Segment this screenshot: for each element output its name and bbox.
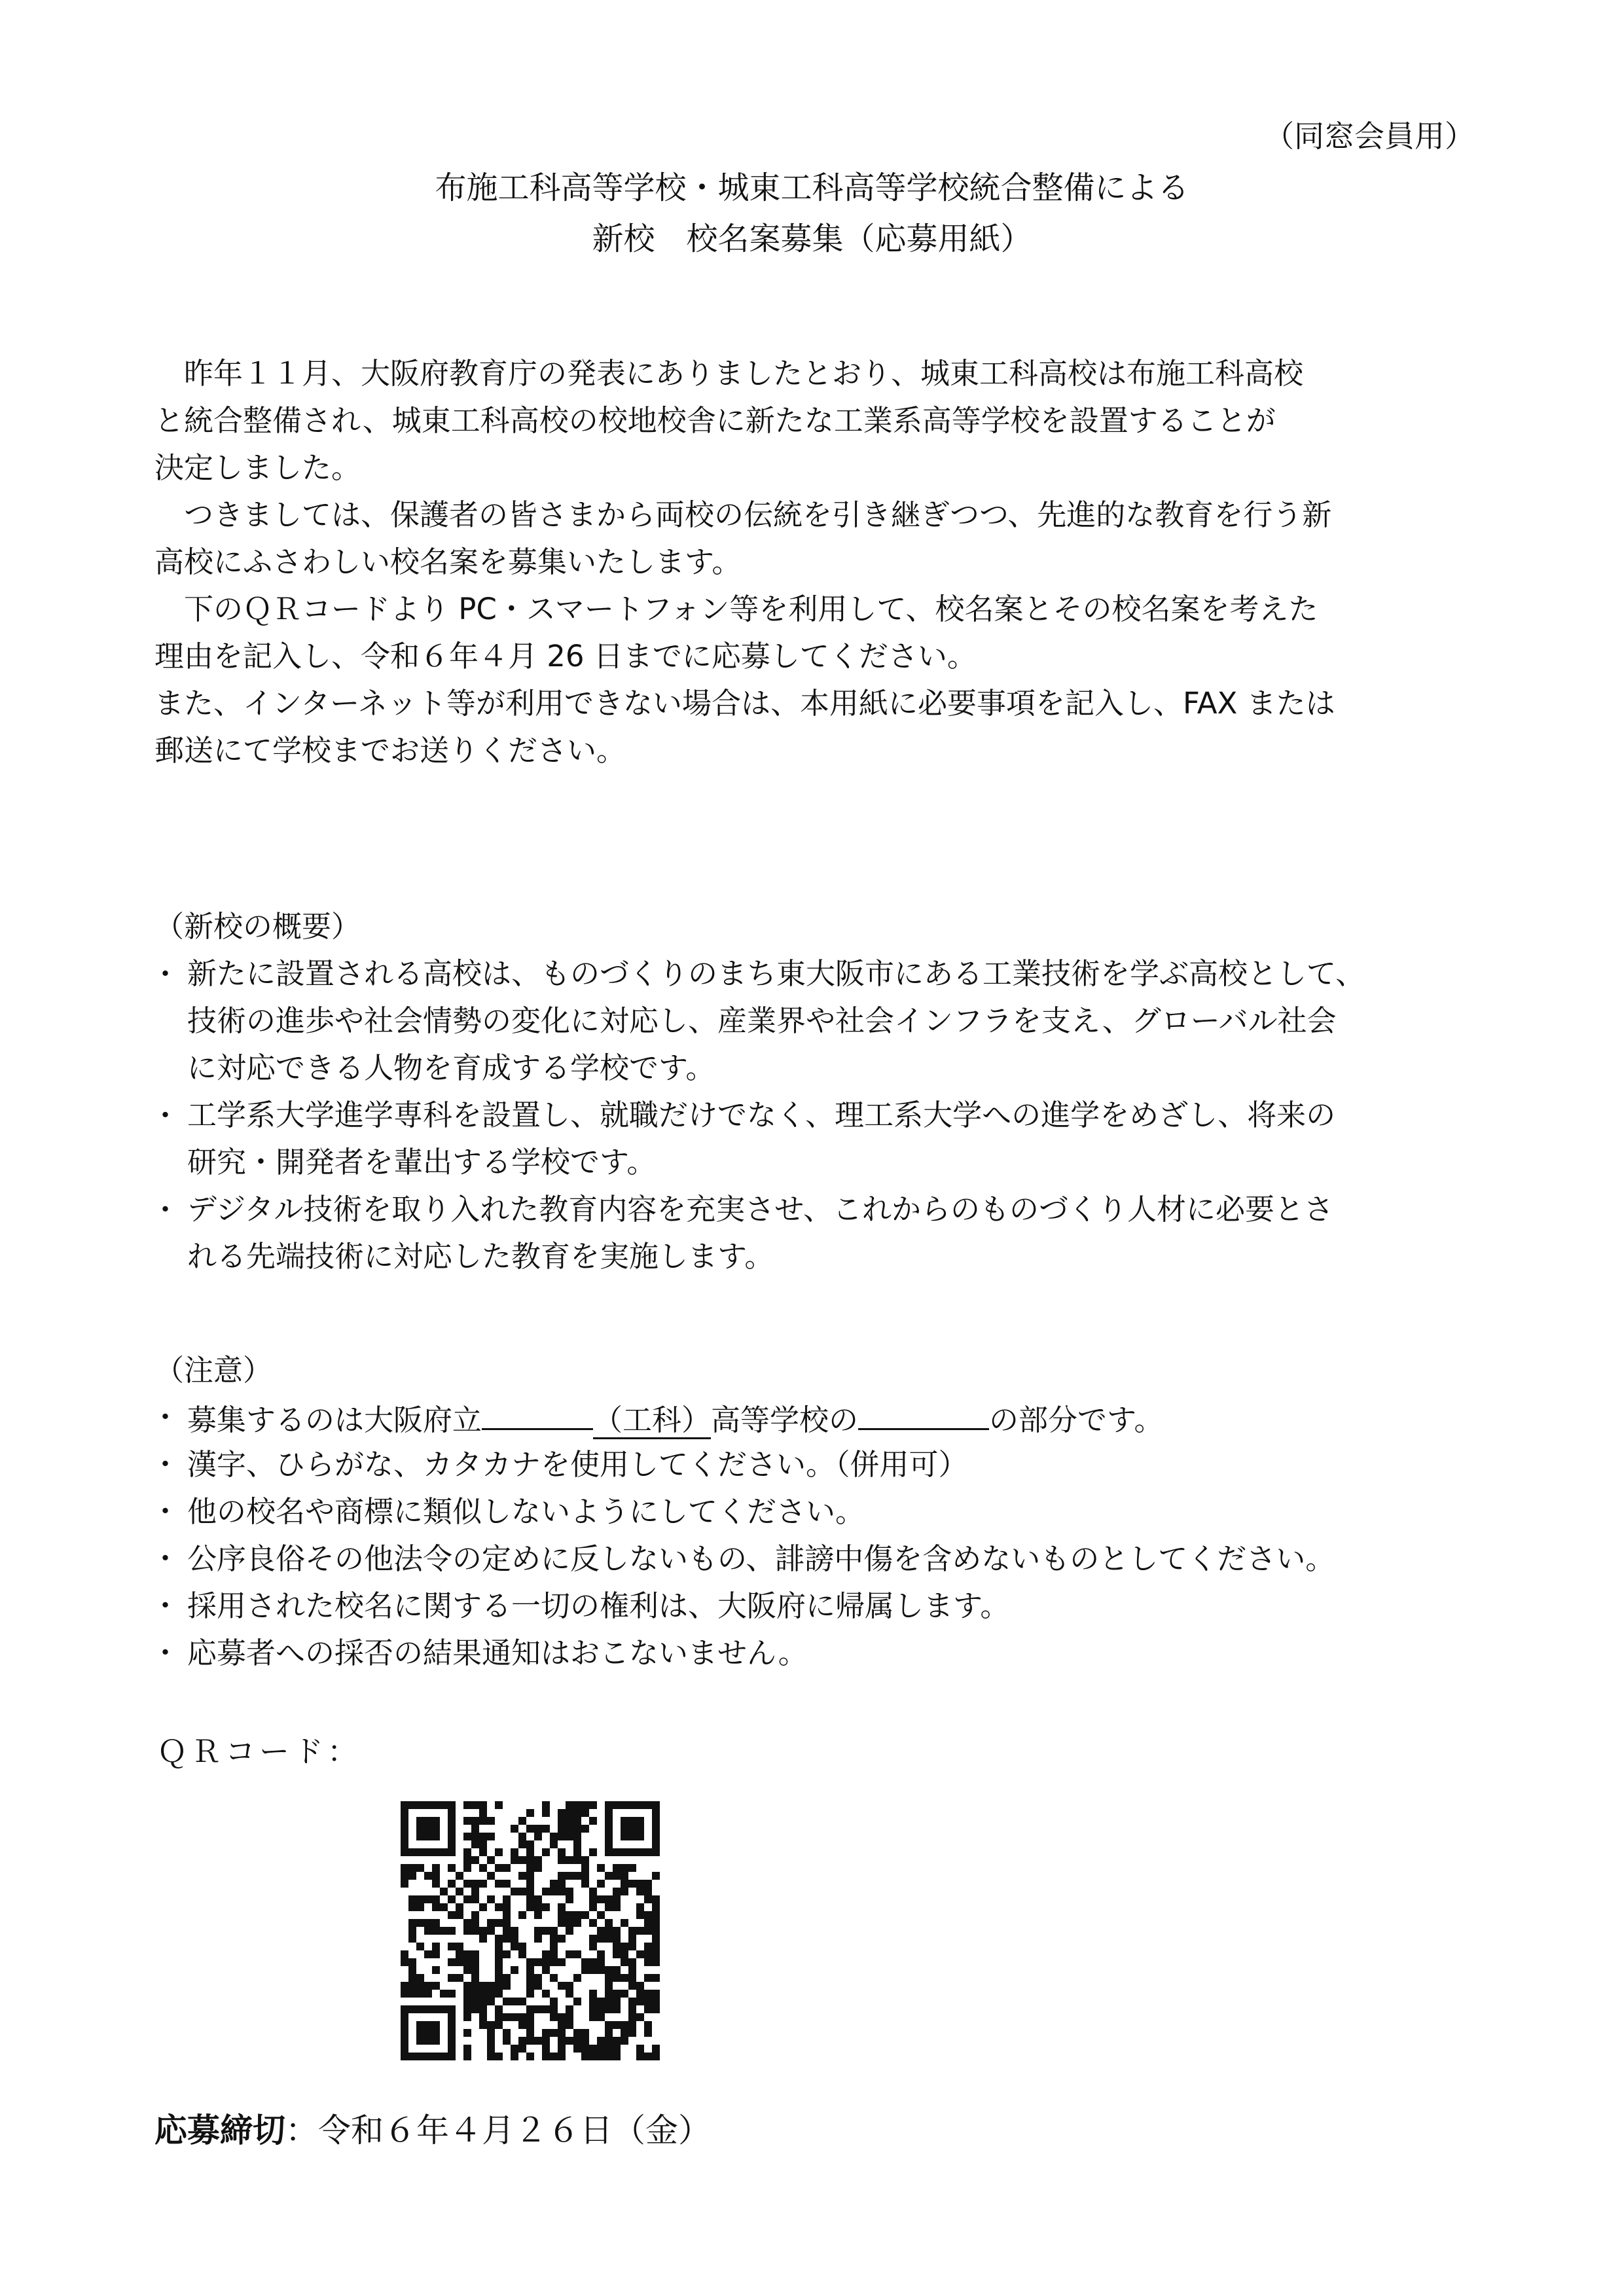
overview-item-line: ・ 新たに設置される高校は、ものづくりのまち東大阪市にある工業技術を学ぶ高校として、 bbox=[187, 956, 1365, 991]
notes-text: （工科） bbox=[593, 1403, 711, 1439]
notes-item: ・ 公序良俗その他法令の定めに反しないもの、誹謗中傷を含めないものとしてください。 bbox=[154, 1535, 1470, 1583]
deadline-value: ：令和６年４月２６日（金） bbox=[285, 2111, 711, 2149]
overview-item-line: ・ デジタル技術を取り入れた教育内容を充実させ、これからのものづくり人材に必要とさ bbox=[187, 1192, 1333, 1227]
notes-text: 募集するのは大阪府立 bbox=[187, 1403, 482, 1437]
notes-section bbox=[154, 1347, 1470, 1677]
intro-line: 下のＱＲコードより PC・スマートフォン等を利用して、校名案とその校名案を考えた bbox=[154, 592, 1318, 626]
overview-item-line: ・ 工学系大学進学専科を設置し、就職だけでなく、理工系大学への進学をめざし、将来の bbox=[187, 1098, 1336, 1132]
page-title-line1: 布施工科高等学校・城東工科高等学校統合整備による bbox=[435, 170, 1189, 206]
overview-section bbox=[154, 903, 1470, 1280]
overview-item bbox=[154, 1186, 1470, 1280]
page-title-line2: 新校 校名案募集（応募用紙） bbox=[592, 221, 1032, 257]
notes-text: の部分です。 bbox=[989, 1403, 1164, 1437]
notes-text: 高等学校の bbox=[711, 1403, 859, 1437]
notes-item: ・ 応募者への採否の結果通知はおこないません。 bbox=[154, 1630, 1470, 1677]
deadline-label: 応募締切 bbox=[154, 2111, 285, 2149]
intro-line: 昨年１１月、大阪府教育庁の発表にありましたとおり、城東工科高校は布施工科高校 bbox=[154, 356, 1304, 391]
overview-item-line: 技術の進歩や社会情勢の変化に対応し、産業界や社会インフラを支え、グローバル社会 bbox=[187, 1003, 1337, 1038]
intro-line: 高校にふさわしい校名案を募集いたします。 bbox=[154, 545, 742, 579]
overview-item-line: 研究・開発者を輩出する学校です。 bbox=[187, 1145, 657, 1179]
school-name-blank bbox=[858, 1394, 989, 1430]
notes-heading: （注意） bbox=[154, 1353, 273, 1388]
intro-line: 理由を記入し、令和６年４月 26 日までに応募してください。 bbox=[154, 639, 977, 673]
qr-code-label: ＱＲコード： bbox=[157, 1734, 361, 1769]
intro-paragraph bbox=[154, 350, 1470, 774]
audience-note: （同窓会員用） bbox=[1264, 118, 1475, 154]
notes-item: ・ 漢字、ひらがな、カタカナを使用してください。（併用可） bbox=[154, 1441, 1470, 1488]
intro-line: と統合整備され、城東工科高校の校地校舎に新たな工業系高等学校を設置することが bbox=[154, 403, 1276, 438]
qr-code[interactable] bbox=[401, 1801, 660, 2060]
intro-line: また、インターネット等が利用できない場合は、本用紙に必要事項を記入し、FAX または bbox=[154, 686, 1335, 721]
overview-item-line: れる先端技術に対応した教育を実施します。 bbox=[187, 1239, 774, 1274]
deadline bbox=[154, 2104, 711, 2151]
notes-item-naming bbox=[154, 1394, 1470, 1441]
notes-item: ・ 他の校名や商標に類似しないようにしてください。 bbox=[154, 1488, 1470, 1535]
school-name-blank bbox=[482, 1394, 593, 1430]
intro-line: つきましては、保護者の皆さまから両校の伝統を引き継ぎつつ、先進的な教育を行う新 bbox=[154, 497, 1332, 532]
notes-item: ・ 採用された校名に関する一切の権利は、大阪府に帰属します。 bbox=[154, 1583, 1470, 1630]
overview-item bbox=[154, 950, 1470, 1092]
overview-item bbox=[154, 1092, 1470, 1186]
intro-line: 決定しました。 bbox=[154, 450, 361, 485]
overview-heading: （新校の概要） bbox=[154, 909, 361, 944]
intro-line: 郵送にて学校までお送りください。 bbox=[154, 733, 626, 768]
overview-item-line: に対応できる人物を育成する学校です。 bbox=[187, 1050, 715, 1085]
